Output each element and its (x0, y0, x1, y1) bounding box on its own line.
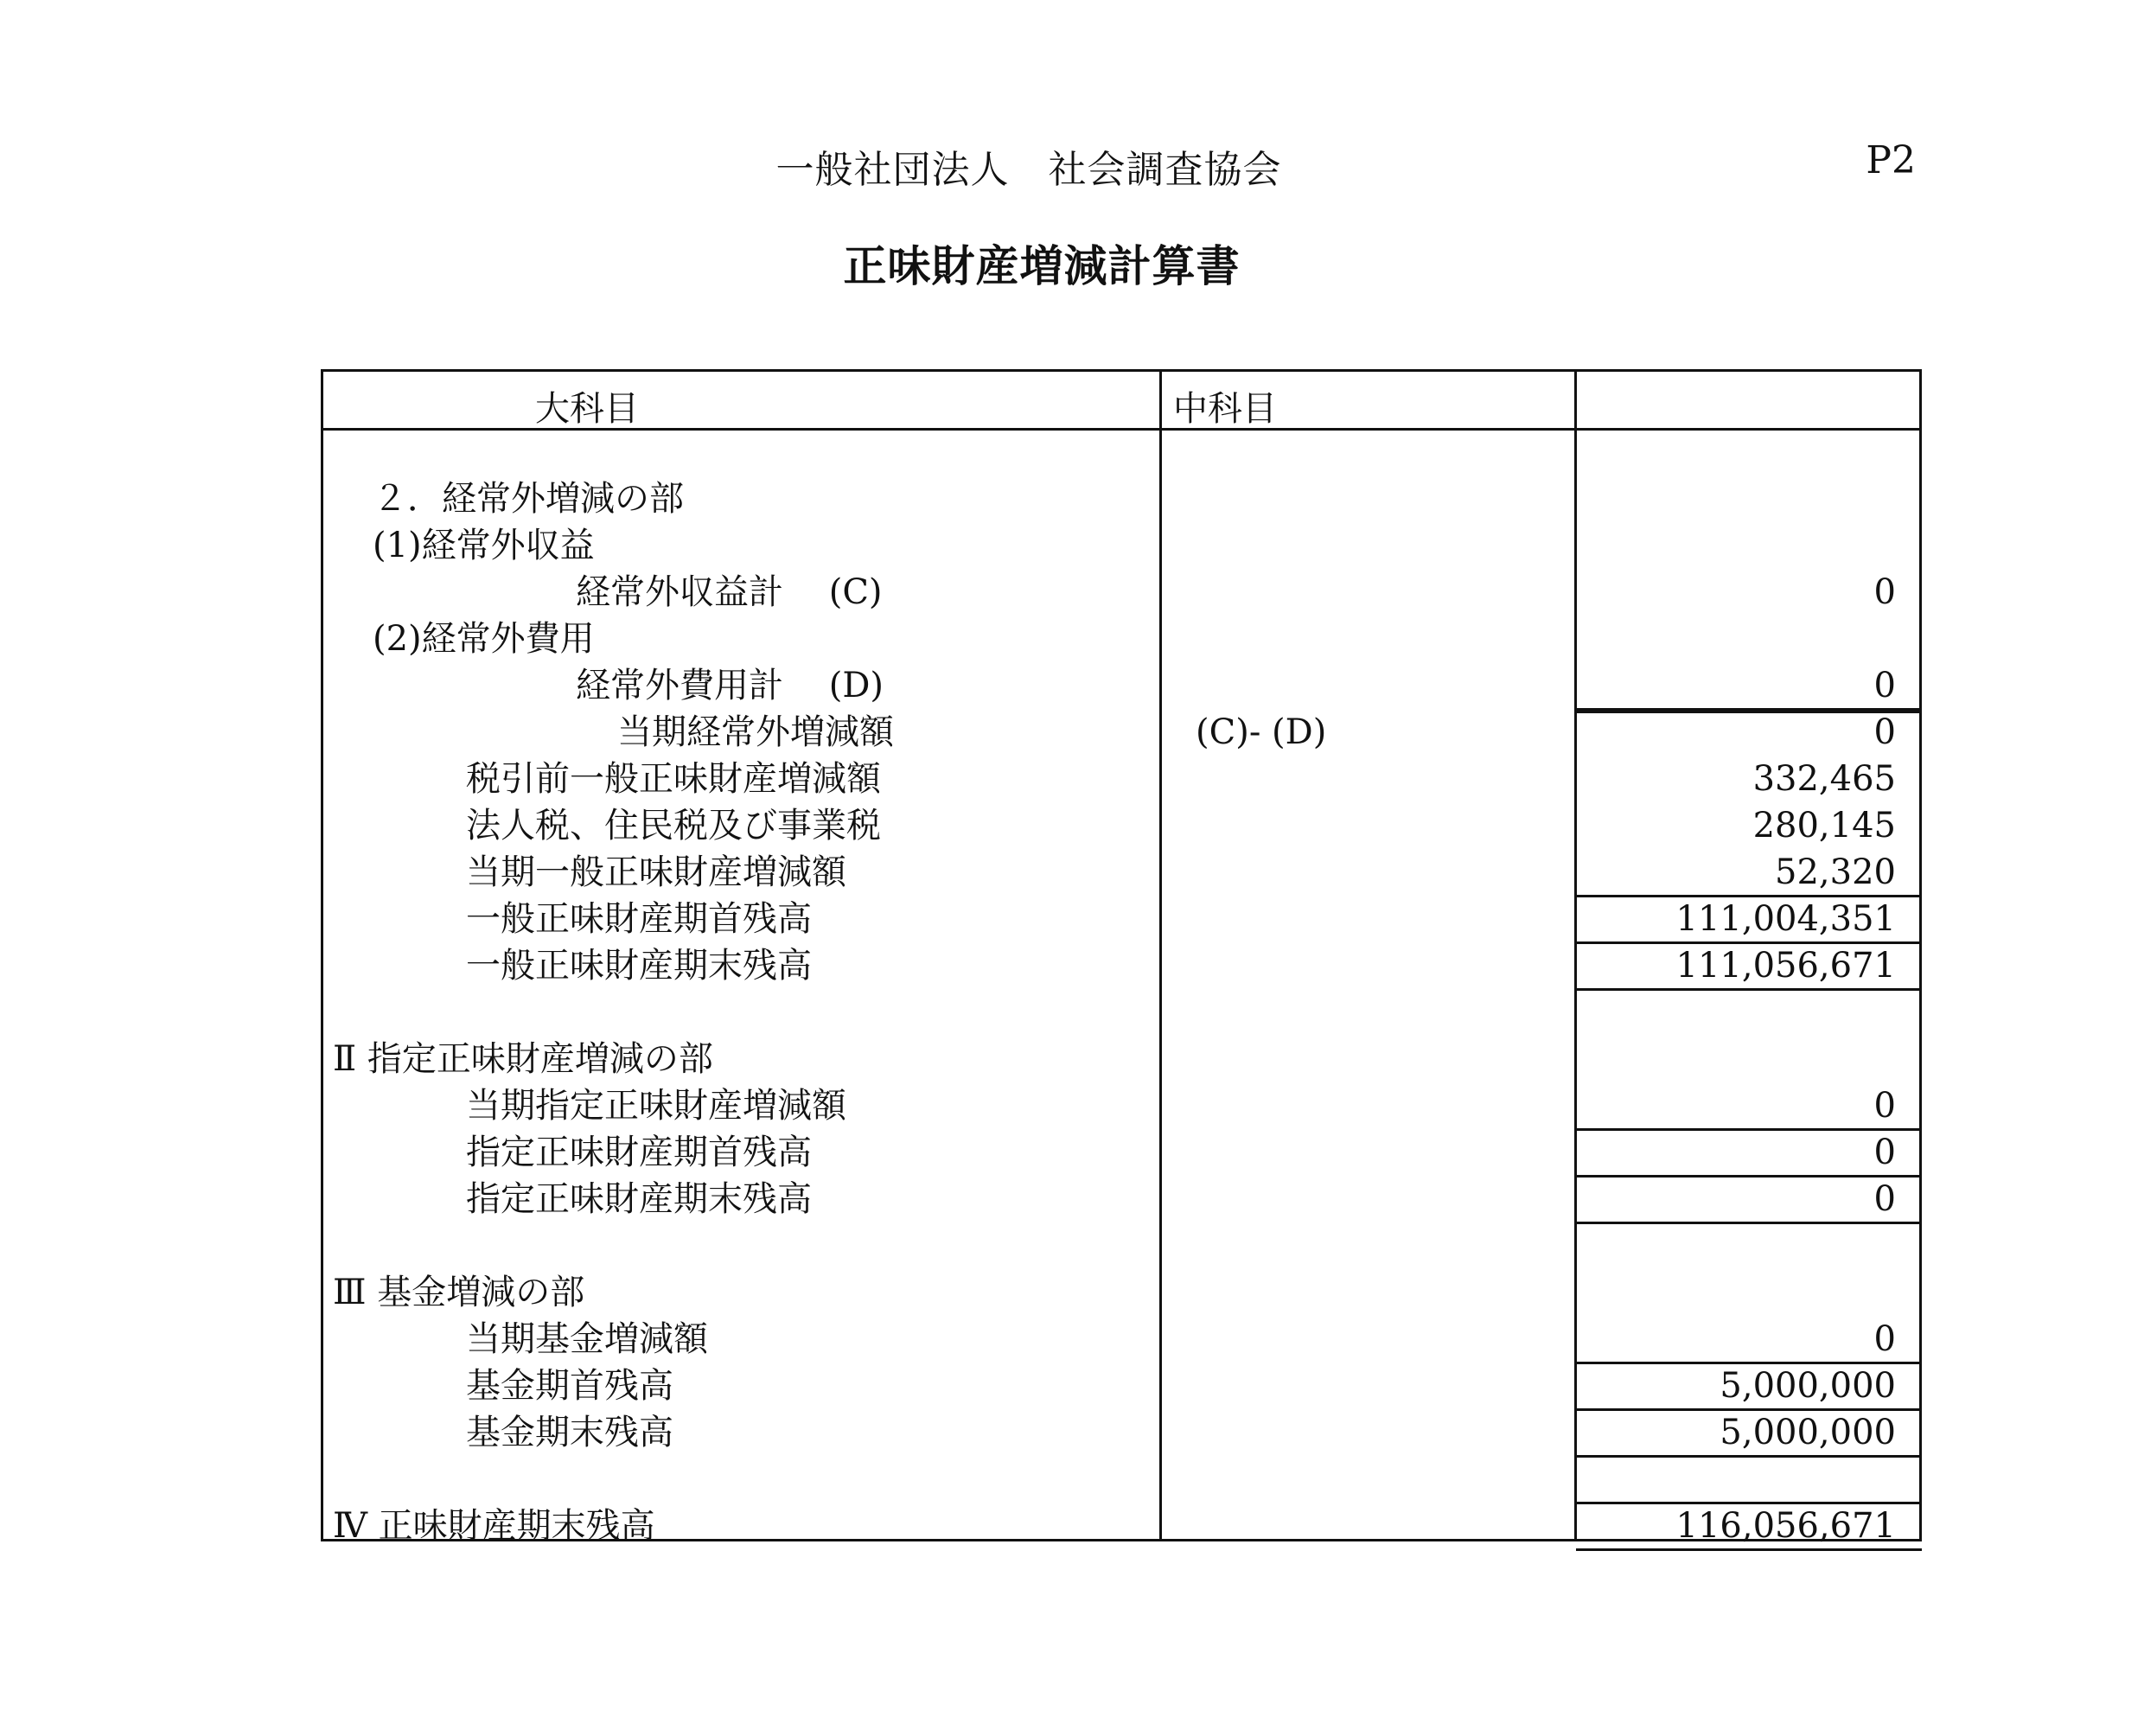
amount-box (1576, 1455, 1922, 1504)
page-number: P2 (1866, 138, 1916, 182)
table-row-label: Ⅳ 正味財産期末残高 (333, 1506, 655, 1546)
table-row-label: 経常外費用計 (D) (576, 666, 884, 705)
table-row-label: (1)経常外収益 (373, 526, 595, 565)
table-row-label: 経常外収益計 (C) (576, 572, 883, 612)
table-row-label: ２．経常外増減の部 (373, 479, 684, 519)
table-row-amount: 0 (1873, 712, 1896, 752)
table-row-label: 一般正味財産期末残高 (466, 946, 812, 986)
table-row-amount: 111,056,671 (1675, 946, 1896, 986)
table-row-label: 当期一般正味財産増減額 (466, 852, 846, 892)
table-row-label: 当期指定正味財産増減額 (466, 1086, 846, 1126)
column-header-middle: 中科目 (1173, 389, 1277, 429)
table-row-amount: 0 (1873, 1133, 1896, 1172)
table-row-amount: 0 (1873, 572, 1896, 612)
table-row-label: 法人税、住民税及び事業税 (466, 806, 881, 846)
table-row-label: 基金期首残高 (466, 1366, 673, 1406)
table-row-label: 当期基金増減額 (466, 1319, 708, 1359)
table-row-label: 指定正味財産期末残高 (466, 1179, 812, 1219)
table-row-label: 一般正味財産期首残高 (466, 899, 812, 939)
table-row-amount: 111,004,351 (1675, 899, 1896, 939)
table-row-mid-formula: (C)- (D) (1196, 712, 1327, 752)
table-row-label: Ⅱ 指定正味財産増減の部 (333, 1039, 713, 1079)
table-row-label: 基金期末残高 (466, 1413, 673, 1452)
table-row-amount: 280,145 (1752, 806, 1896, 846)
column-divider-1 (1159, 369, 1162, 1541)
table-row-amount: 0 (1873, 1179, 1896, 1219)
statement-table (321, 369, 1922, 1545)
table-row-label: Ⅲ 基金増減の部 (333, 1273, 585, 1312)
table-row-label: 税引前一般正味財産増減額 (466, 759, 881, 799)
table-row-amount: 52,320 (1775, 852, 1896, 892)
organization-name: 一般社団法人 社会調査協会 (775, 148, 1282, 192)
table-row-amount: 0 (1873, 666, 1896, 705)
table-row-amount: 0 (1873, 1086, 1896, 1126)
table-row-amount: 0 (1873, 1319, 1896, 1359)
document-title: 正味財産増減計算書 (843, 241, 1241, 291)
column-header-major: 大科目 (535, 389, 639, 429)
table-row-amount: 116,056,671 (1675, 1506, 1896, 1546)
table-row-label: (2)経常外費用 (373, 619, 595, 659)
table-row-label: 当期経常外増減額 (617, 712, 894, 752)
table-row-amount: 5,000,000 (1720, 1413, 1896, 1452)
table-row-amount: 5,000,000 (1720, 1366, 1896, 1406)
table-row-amount: 332,465 (1752, 759, 1896, 799)
table-row-label: 指定正味財産期首残高 (466, 1133, 812, 1172)
